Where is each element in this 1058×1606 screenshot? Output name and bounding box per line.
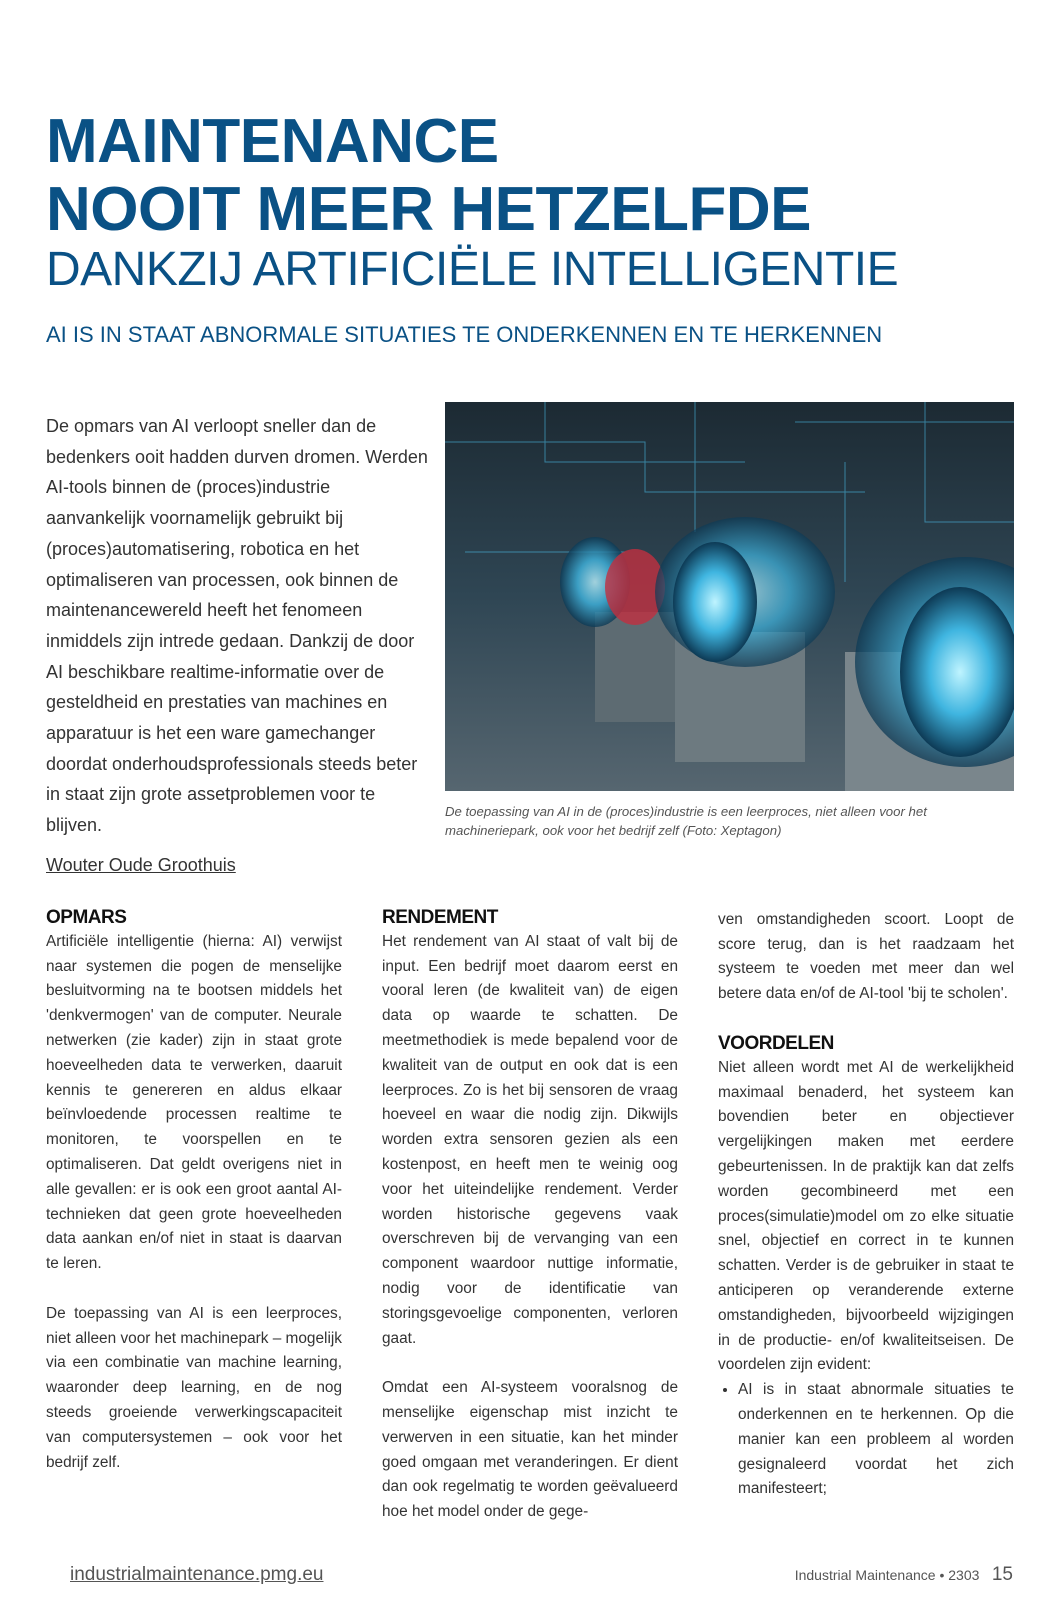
- paragraph: Het rendement van AI staat of valt bij de input. Een bedrijf moet daarom eerst en vooral leren (de kwaliteit van) de eigen data op waarde te schatten. De meetmethodiek is mede bepalend voor de kwaliteit van de output en ook dat is een leerproces. Zo is het bij sensoren de vraag hoeveel en waar die nodig zijn. Dikwijls worden extra sensoren gezien als een kostenpost, en heeft men te weinig oog voor het uiteindelijke rendement. Verder worden historische gegevens vaak overschreven bij de vervanging van een component waardoor nuttige informatie, nodig voor de identificatie van storingsgevoelige componenten, verloren gaat.: [382, 932, 678, 1347]
- headline: [46, 108, 811, 244]
- column-2: [382, 906, 678, 1550]
- benefits-list: [718, 1378, 1014, 1502]
- header-area: [0, 0, 1058, 402]
- author-link[interactable]: Wouter Oude Groothuis: [46, 854, 236, 875]
- paragraph: Artificiële intelligentie (hierna: AI) verwijst naar systemen die pogen de menselijke besluitvorming na te bootsen middels het 'denkvermogen' van de computer. Neurale netwerken (zie kader) zijn in staat grote hoeveelheden data te verwerken, daaruit kennis te genereren en aldus elkaar beïnvloedende processen realtime te monitoren, te voorspellen en te optimaliseren. Dat geldt overigens niet in alle gevallen: er is ook een groot aantal AI-technieken dat geen grote hoeveelheden data aankan en/of niet in staat is daarvan te leren.: [46, 932, 342, 1273]
- page-footer: [0, 1550, 1058, 1606]
- paragraph: Omdat een AI-systeem vooralsnog de menselijke eigenschap mist inzicht te verwerven in een situatie, kan het minder goed omgaan met veranderingen. Er dient dan ook regelmatig te worden geëvalueerd hoe het model onder de gege-: [382, 1379, 678, 1521]
- paragraph: De toepassing van AI is een leerproces, niet alleen voor het machinepark – mogelijk via een combinatie van machine learning, waaronder deep learning, en de nog steeds groeiende verwerkingscapaciteit van computersystemen – ook voor het bedrijf zelf.: [46, 1304, 343, 1471]
- magazine-issue: Industrial Maintenance • 2303: [794, 1566, 980, 1583]
- website-link[interactable]: industrialmaintenance.pmg.eu: [70, 1563, 324, 1585]
- photo-caption: De toepassing van AI in de (proces)industrie is een leerproces, niet alleen voor het machineriepark, ook voor het bedrijf zelf (Foto: Xeptagon): [445, 804, 927, 838]
- ai-motors-illustration: [445, 402, 1014, 791]
- intro-block: [46, 402, 431, 876]
- heading-voordelen: VOORDELEN: [718, 1032, 834, 1054]
- headline-line-2: NOOIT MEER HETZELFDE: [46, 175, 811, 244]
- intro-row: [0, 402, 1058, 876]
- list-item: • AI is in staat abnormale situaties te onderkennen en te herkennen. Op die manier kan een probleem al worden gesignaleerd voordat het zich manifesteert;: [738, 1378, 1014, 1502]
- footer-folio: [795, 1564, 1013, 1586]
- heading-opmars: OPMARS: [46, 906, 127, 928]
- photo-block: [445, 402, 1014, 840]
- heading-rendement: RENDEMENT: [382, 906, 498, 928]
- headline-line-3: DANKZIJ ARTIFICIËLE INTELLIGENTIE: [46, 243, 899, 296]
- intro-paragraph: De opmars van AI verloopt sneller dan de bedenkers ooit hadden durven dromen. Werden AI-tools binnen de (proces)industrie aanvankelijk voornamelijk gebruikt bij (proces)automatisering, robotica en het optimaliseren van processen, ook binnen de maintenancewereld heeft het fenomeen inmiddels zijn intrede gedaan. Dankzij de door AI beschikbare realtime-informatie over de gesteldheid en prestaties van machines en apparatuur is het een ware gamechanger doordat onderhoudsprofessionals steeds beter in staat zijn grote assetproblemen voor te blijven.: [46, 416, 428, 836]
- article-photo: [445, 402, 1014, 791]
- body-columns: [0, 876, 1058, 1550]
- paragraph: ven omstandigheden scoort. Loopt de score terug, dan is het raadzaam het systeem te voeden met meer dan wel betere data en/of de AI-tool 'bij te scholen'.: [718, 910, 1014, 1003]
- column-3: [718, 906, 1014, 1502]
- subtitle: AI IS IN STAAT ABNORMALE SITUATIES TE ONDERKENNEN EN TE HERKENNEN: [46, 322, 883, 347]
- paragraph: Niet alleen wordt met AI de werkelijkheid maximaal benaderd, het systeem kan bovendien beter en objectiever vergelijkingen maken met eerdere gebeurtenissen. In de praktijk kan dat zelfs worden gecombineerd met een proces(simulatie)model om zo elke situatie snel, objectief en correct in te kunnen schatten. Verder is de gebruiker in staat te anticiperen op veranderende externe omstandigheden, bijvoorbeeld wijzigingen in de productie- en/of kwaliteitseisen. De voordelen zijn evident:: [718, 1058, 1014, 1374]
- column-1: [46, 906, 342, 1500]
- page-number: 15: [991, 1563, 1013, 1585]
- headline-line-1: MAINTENANCE: [46, 107, 499, 176]
